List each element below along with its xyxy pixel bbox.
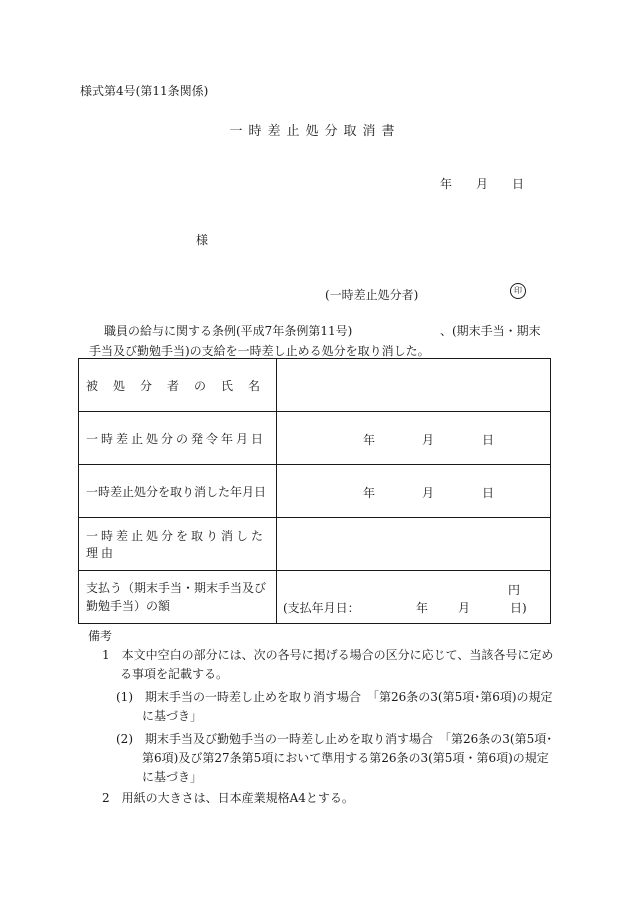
table-row (79, 465, 551, 518)
paydate-year-label: 年 (416, 601, 429, 615)
table-row (79, 359, 551, 412)
addressee-suffix: 様 (196, 233, 209, 247)
body-text-line1: 職員の給与に関する条例(平成7年条例第11号) (104, 324, 353, 338)
row-value-name[interactable] (277, 359, 551, 412)
note-item-2: 2 用紙の大きさは、日本産業規格A4とする。 (102, 791, 354, 805)
issue-date-line (440, 175, 524, 192)
issuer-label: (一時差止処分者) (325, 288, 419, 302)
note-item-1-sub1: (1) 期末手当の一時差し止めを取り消す場合 「第26条の3(第5項･第6項)の規定に基づき」 (116, 690, 553, 723)
amount-label-line1: 支払う（期末手当・期末手当及び (86, 581, 267, 595)
table-row (79, 412, 551, 465)
yen-unit: 円 (507, 583, 520, 597)
date-day-label: 日 (512, 177, 525, 191)
details-table (78, 358, 551, 624)
row-value-order-date[interactable] (277, 412, 551, 465)
row-label-reason: 一時差止処分を取り消した理由 (79, 518, 277, 571)
date-year-label: 年 (440, 177, 453, 191)
notes-section (78, 627, 558, 808)
table-row (79, 518, 551, 571)
body-text-line1-right: 、(期末手当・期末 (440, 324, 541, 338)
form-number: 様式第4号(第11条関係) (80, 84, 209, 98)
row-value-revoke-date[interactable] (277, 465, 551, 518)
cell-day-label: 日 (482, 486, 495, 500)
row-label-amount (79, 571, 277, 624)
payment-date (283, 599, 527, 616)
table-row (79, 571, 551, 624)
seal-mark: 印 (510, 283, 526, 299)
cell-month-label: 月 (422, 486, 435, 500)
cell-month-label: 月 (422, 433, 435, 447)
row-value-reason[interactable] (277, 518, 551, 571)
cell-year-label: 年 (363, 486, 376, 500)
date-month-label: 月 (476, 177, 489, 191)
document-title: 一時差止処分取消書 (229, 124, 401, 139)
paydate-month-label: 月 (458, 601, 471, 615)
note-item-1-sub2: (2) 期末手当及び勤勉手当の一時差し止めを取り消す場合 「第26条の3(第5項･第6項)及び第27条第5項において準用する第26条の3(第5項・第6項)の規定に基づき」 (116, 732, 553, 784)
cell-year-label: 年 (363, 433, 376, 447)
cell-day-label: 日 (482, 433, 495, 447)
note-item-1: 1 本文中空白の部分には、次の各号に掲げる場合の区分に応じて、当該各号に定める事項を記載する。 (102, 648, 554, 681)
paydate-day-label: 日) (510, 601, 527, 615)
paydate-prefix: (支払年月日： (283, 601, 360, 615)
row-value-amount[interactable] (277, 571, 551, 624)
notes-heading: 備考 (88, 629, 113, 643)
body-text-line2: 手当及び勤勉手当)の支給を一時差し止める処分を取り消した。 (89, 344, 430, 358)
row-label-order-date: 一時差止処分の発令年月日 (79, 412, 277, 465)
row-label-name: 被処分者の氏名 (79, 359, 277, 412)
row-label-revoke-date: 一時差止処分を取り消した年月日 (79, 465, 277, 518)
amount-label-line2: 勤勉手当）の額 (86, 599, 171, 613)
